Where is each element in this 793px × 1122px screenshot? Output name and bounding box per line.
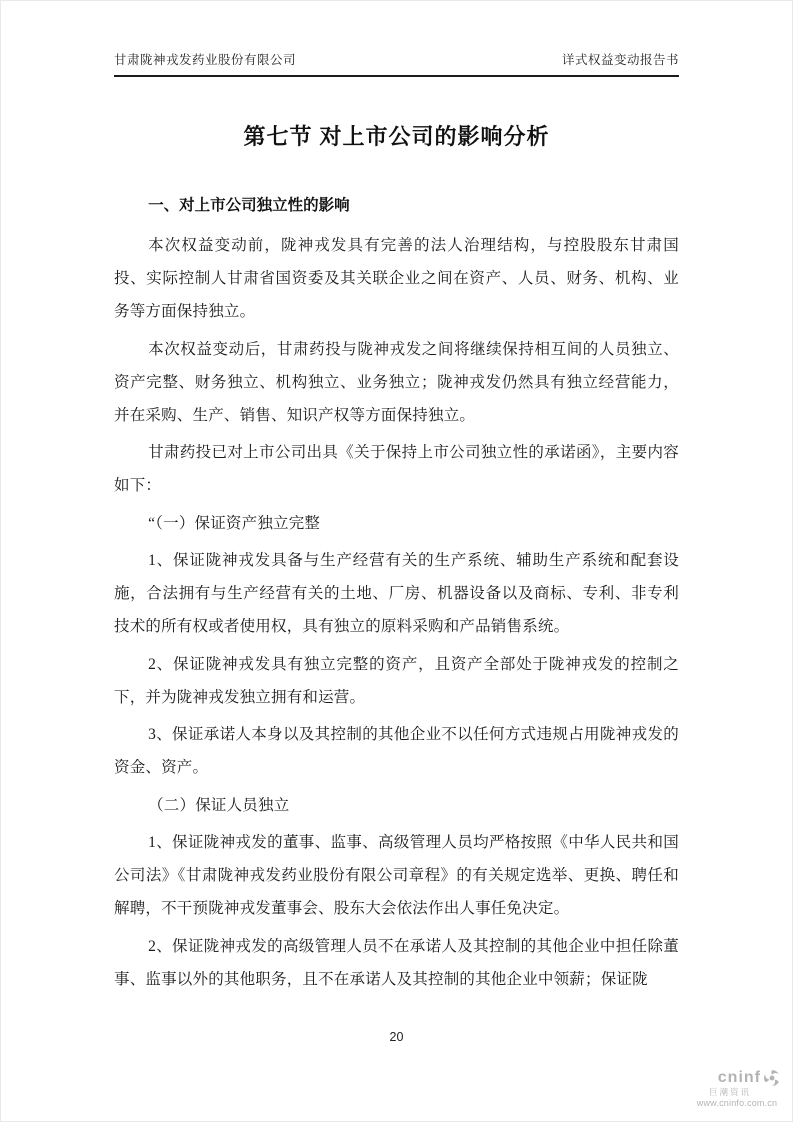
paragraph: 3、保证承诺人本身以及其控制的其他企业不以任何方式违规占用陇神戎发的资金、资产。 <box>114 726 679 776</box>
cninfo-swirl-icon <box>763 1069 781 1087</box>
cninfo-brand-text: cninf <box>717 1068 761 1086</box>
paragraph: （二）保证人员独立 <box>148 796 290 814</box>
paragraph: 甘肃药投已对上市公司出具《关于保持上市公司独立性的承诺函》，主要内容如下： <box>114 444 679 494</box>
paragraph: 2、保证陇神戎发具有独立完整的资产，且资产全部处于陇神戎发的控制之下，并为陇神戎发独立拥有和运营。 <box>114 655 679 706</box>
page-number: 20 <box>389 1030 404 1044</box>
header-company-name: 甘肃陇神戎发药业股份有限公司 <box>114 53 297 67</box>
paragraph: “（一）保证资产独立完整 <box>148 514 321 532</box>
cninfo-logo <box>691 1069 783 1109</box>
paragraph: 本次权益变动后，甘肃药投与陇神戎发之间将继续保持相互间的人员独立、资产完整、财务独立、机构独立、业务独立；陇神戎发仍然具有独立经营能力，并在采购、生产、销售、知识产权等方面保持独立。 <box>114 340 679 424</box>
page-header <box>114 1 679 77</box>
cninfo-url: www.cninfo.com.cn <box>696 1098 778 1109</box>
paragraph: 1、保证陇神戎发的董事、监事、高级管理人员均严格按照《中华人民共和国公司法》《甘肃陇神戎发药业股份有限公司章程》的有关规定选举、更换、聘任和解聘，不干预陇神戎发董事会、股东大会依法作出人事任免决定。 <box>114 834 679 917</box>
header-report-title: 详式权益变动报告书 <box>561 53 679 67</box>
document-body <box>114 189 679 996</box>
paragraph: 1、保证陇神戎发具备与生产经营有关的生产系统、辅助生产系统和配套设施，合法拥有与生产经营有关的土地、厂房、机器设备以及商标、专利、非专利技术的所有权或者使用权，具有独立的原料采购和产品销售系统。 <box>114 552 679 635</box>
paragraph: 2、保证陇神戎发的高级管理人员不在承诺人及其控制的其他企业中担任除董事、监事以外的其他职务，且不在承诺人及其控制的其他企业中领薪；保证陇 <box>114 937 679 988</box>
paragraph: 本次权益变动前，陇神戎发具有完善的法人治理结构，与控股股东甘肃国投、实际控制人甘肃省国资委及其关联企业之间在资产、人员、财务、机构、业务等方面保持独立。 <box>114 237 679 320</box>
cninfo-caption: 巨潮资讯 <box>708 1086 751 1097</box>
chapter-title: 第七节 对上市公司的影响分析 <box>243 124 550 149</box>
section-heading: 一、对上市公司独立性的影响 <box>148 197 350 214</box>
